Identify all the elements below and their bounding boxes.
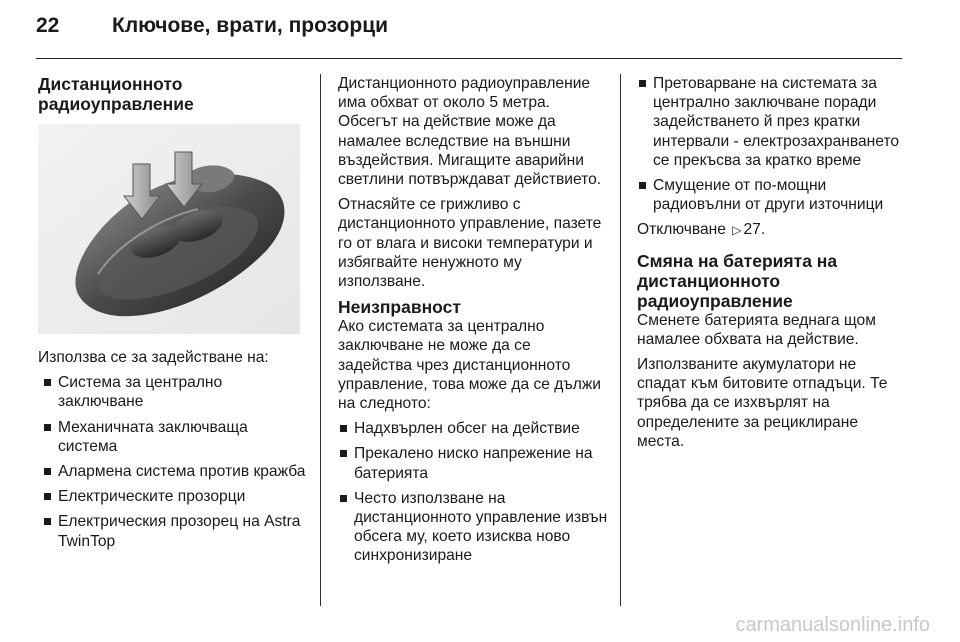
section-heading: Неизправност [338,297,461,318]
column-3 [637,74,903,457]
column-divider [320,74,321,606]
section-heading: Дистанционното радиоуправление [38,74,194,114]
page-reference-icon: ▷ [732,223,742,238]
list-item: Електрическия прозорец на Astra TwinTop [42,512,308,550]
header-divider [36,58,902,59]
section-heading: Смяна на батерията на дистанционното радиоуправление [637,250,838,311]
page-title: Ключове, врати, прозорци [112,14,389,37]
paragraph: Отнасяйте се грижливо с дистанционното управление, пазете го от влага и високи температури и избягвайте ненужното му използване. [338,196,602,291]
list-item: Претоварване на системата за централно заключване поради задействането й през кратки интервали - електрозахранването се прекъсва за кратко време [637,74,903,170]
paragraph: Ако системата за централно заключване не може да се задейства чрез дистанционното управление, това може да се дължи на следното: [338,318,601,413]
column-1 [38,74,308,557]
column-divider [620,74,621,606]
page-header [36,14,906,54]
list-item: Електрическите прозорци [42,487,308,506]
cross-reference-page: 27. [743,221,766,239]
remote-key-illustration [38,124,308,334]
page-number: 22 [36,14,60,37]
paragraph: Използваните акумулатори не спадат към битовите отпадъци. Те трябва да се изхвърлят на определените за рециклиране места. [637,356,888,450]
list-item: Система за централно заключване [42,373,308,411]
list-item: Надхвърлен обсег на действие [338,419,608,438]
list-item: Прекалено ниско напрежение на батерията [338,444,608,482]
list-item: Алармена система против кражба [42,462,308,481]
watermark: carmanualsonline.info [735,614,930,636]
column-2 [338,74,608,572]
list-item: Често използване на дистанционното управление извън обсега му, което изисква ново синхронизиране [338,489,608,566]
feature-list [42,373,308,551]
fault-list-continued [637,74,903,214]
list-item: Механичната заключваща система [42,418,308,456]
paragraph: Дистанционното радиоуправление има обхват от около 5 метра. Обсегът на действие може да намалее вследствие на външни въздействия. Мигащите аварийни светлини потвърждават действието. [338,75,602,189]
list-item: Смущение от по-мощни радиовълни от други източници [637,176,903,214]
cross-reference-label: Отключване [637,221,726,239]
paragraph: Сменете батерията веднага щом намалее обхвата на действие. [637,311,876,348]
cross-reference[interactable] [637,220,903,240]
intro-text: Използва се за задействане на: [38,349,269,366]
fault-list [338,419,608,565]
